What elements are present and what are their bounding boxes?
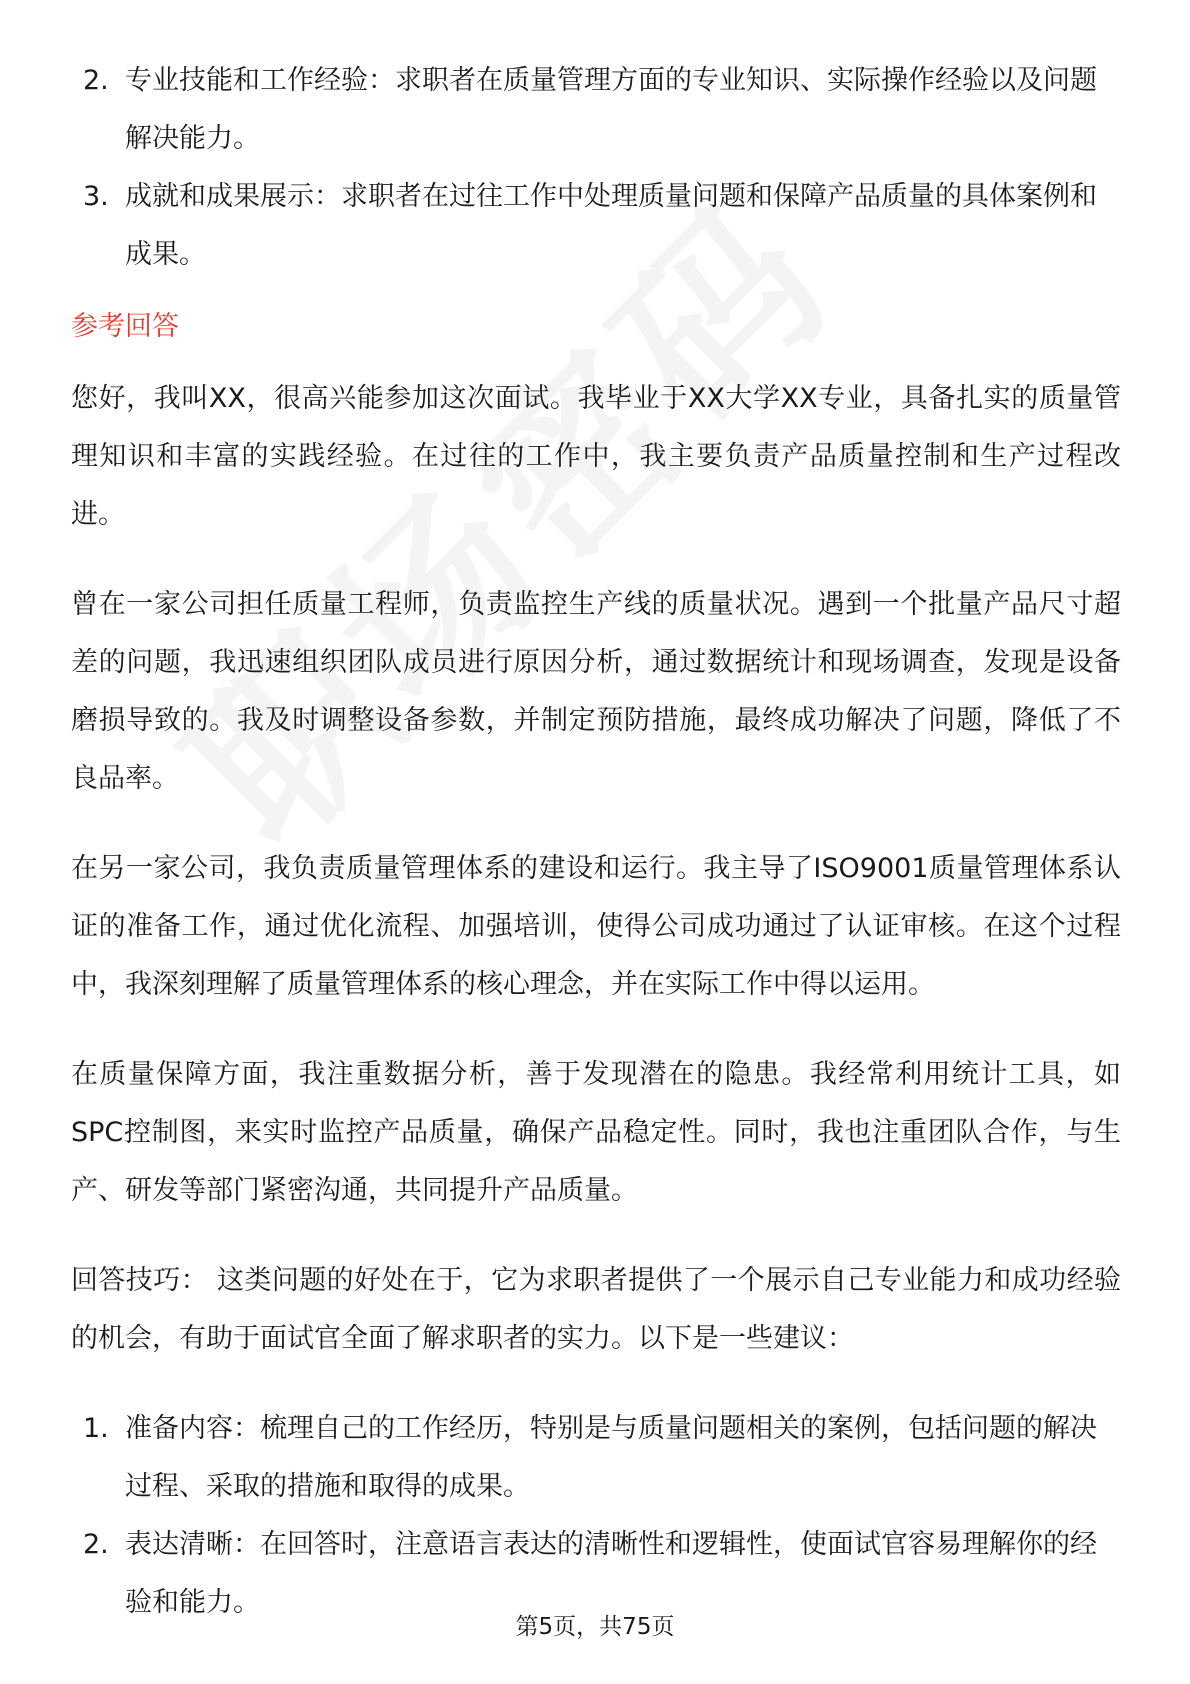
list-item-number: 3. <box>83 181 109 212</box>
list-item <box>71 1400 1121 1516</box>
list-item-text: 成就和成果展示：求职者在过往工作中处理质量问题和保障产品质量的具体案例和成果。 <box>125 181 1097 270</box>
tips-list <box>71 1400 1121 1632</box>
paragraph: 在质量保障方面，我注重数据分析，善于发现潜在的隐患。我经常利用统计工具，如SPC控制图，来实时监控产品质量，确保产品稳定性。同时，我也注重团队合作，与生产、研发等部门紧密沟通，共同提升产品质量。 <box>71 1059 1121 1206</box>
list-item-number: 2. <box>83 1529 109 1560</box>
criteria-list <box>71 52 1121 284</box>
paragraph: 曾在一家公司担任质量工程师，负责监控生产线的质量状况。遇到一个批量产品尺寸超差的问题，我迅速组织团队成员进行原因分析，通过数据统计和现场调查，发现是设备磨损导致的。我及时调整设备参数，并制定预防措施，最终成功解决了问题，降低了不良品率。 <box>71 589 1121 794</box>
page-content <box>71 52 1121 1632</box>
section-title: 参考回答 <box>71 311 179 342</box>
paragraph: 回答技巧： 这类问题的好处在于，它为求职者提供了一个展示自己专业能力和成功经验的机会，有助于面试官全面了解求职者的实力。以下是一些建议： <box>71 1265 1121 1354</box>
paragraph: 您好，我叫XX，很高兴能参加这次面试。我毕业于XX大学XX专业，具备扎实的质量管理知识和丰富的实践经验。在过往的工作中，我主要负责产品质量控制和生产过程改进。 <box>71 383 1121 530</box>
list-item-text: 准备内容：梳理自己的工作经历，特别是与质量问题相关的案例，包括问题的解决过程、采取的措施和取得的成果。 <box>125 1413 1097 1502</box>
list-item <box>71 168 1121 284</box>
page-number-footer: 第5页，共75页 <box>515 1614 675 1640</box>
list-item-text: 表达清晰：在回答时，注意语言表达的清晰性和逻辑性，使面试官容易理解你的经验和能力。 <box>125 1529 1097 1618</box>
paragraph: 在另一家公司，我负责质量管理体系的建设和运行。我主导了ISO9001质量管理体系认证的准备工作，通过优化流程、加强培训，使得公司成功通过了认证审核。在这个过程中，我深刻理解了质量管理体系的核心理念，并在实际工作中得以运用。 <box>71 853 1121 1000</box>
list-item <box>71 52 1121 168</box>
list-item-number: 1. <box>83 1413 109 1444</box>
list-item-text: 专业技能和工作经验：求职者在质量管理方面的专业知识、实际操作经验以及问题解决能力。 <box>125 65 1097 154</box>
list-item-number: 2. <box>83 65 109 96</box>
